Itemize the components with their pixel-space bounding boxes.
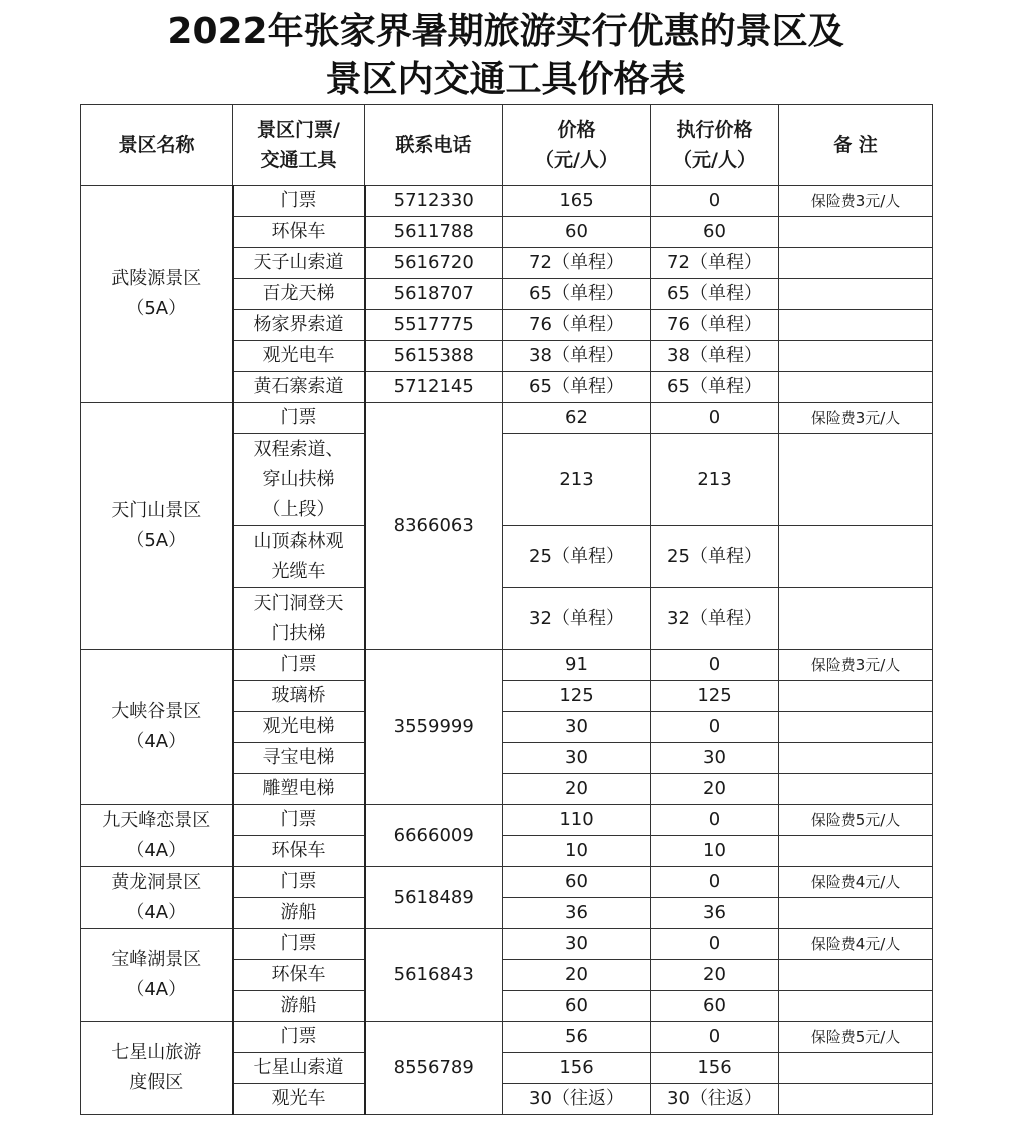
price-value: 20 — [503, 774, 651, 805]
note-value — [779, 341, 933, 372]
ticket-or-transport-line: 天子山索道 — [253, 252, 344, 273]
ticket-or-transport-line: 穿山扶梯 — [262, 468, 335, 490]
price-value: 65（单程） — [503, 372, 651, 403]
note-value — [779, 372, 933, 403]
ticket-or-transport-line: 双程索道、 — [253, 438, 344, 460]
header-exec-price-line: （元/人） — [673, 149, 756, 171]
ticket-or-transport-line: 杨家界索道 — [253, 314, 344, 335]
note-value — [779, 248, 933, 279]
contact-phone: 5618489 — [365, 867, 503, 929]
ticket-or-transport — [233, 248, 365, 279]
ticket-or-transport — [233, 341, 365, 372]
ticket-or-transport — [233, 650, 365, 681]
scenic-area-name-line: （4A） — [126, 731, 187, 752]
note-value: 保险费4元/人 — [779, 867, 933, 898]
note-value — [779, 217, 933, 248]
ticket-or-transport — [233, 434, 365, 526]
note-value — [779, 1053, 933, 1084]
ticket-or-transport — [233, 712, 365, 743]
ticket-or-transport — [233, 186, 365, 217]
ticket-or-transport-line: 山顶森林观 — [253, 530, 344, 552]
ticket-or-transport — [233, 526, 365, 588]
contact-phone: 8366063 — [365, 403, 503, 650]
note-value — [779, 1084, 933, 1115]
exec-price-value: 30（往返） — [651, 1084, 779, 1115]
ticket-or-transport — [233, 960, 365, 991]
exec-price-value: 0 — [651, 805, 779, 836]
scenic-area-name-line: 九天峰恋景区 — [102, 809, 211, 831]
scenic-area-name-line: （5A） — [126, 530, 187, 551]
ticket-or-transport-line: 门票 — [280, 190, 317, 211]
ticket-or-transport-line: 门扶梯 — [271, 622, 326, 644]
ticket-or-transport — [233, 310, 365, 341]
ticket-or-transport — [233, 898, 365, 929]
exec-price-value: 0 — [651, 929, 779, 960]
price-value: 36 — [503, 898, 651, 929]
header-row — [81, 105, 933, 186]
note-value: 保险费3元/人 — [779, 403, 933, 434]
ticket-or-transport — [233, 1053, 365, 1084]
ticket-or-transport-line: 玻璃桥 — [271, 685, 326, 706]
contact-phone: 5616843 — [365, 929, 503, 1022]
ticket-or-transport — [233, 991, 365, 1022]
price-value: 72（单程） — [503, 248, 651, 279]
price-value: 165 — [503, 186, 651, 217]
scenic-area-name — [81, 1022, 233, 1115]
header-exec-price-line: 执行价格 — [676, 119, 753, 141]
exec-price-value: 76（单程） — [651, 310, 779, 341]
price-table — [80, 104, 933, 1115]
note-value — [779, 526, 933, 588]
scenic-area-name — [81, 805, 233, 867]
price-value: 76（单程） — [503, 310, 651, 341]
exec-price-value: 65（单程） — [651, 279, 779, 310]
exec-price-value: 30 — [651, 743, 779, 774]
header-ticket-transport-line: 交通工具 — [260, 149, 337, 171]
ticket-or-transport-line: 观光电车 — [262, 345, 335, 366]
price-value: 60 — [503, 217, 651, 248]
exec-price-value: 20 — [651, 960, 779, 991]
exec-price-value: 213 — [651, 434, 779, 526]
note-value — [779, 588, 933, 650]
price-value: 60 — [503, 991, 651, 1022]
ticket-or-transport — [233, 836, 365, 867]
ticket-or-transport — [233, 805, 365, 836]
header-price-line: （元/人） — [535, 149, 618, 171]
table-row — [81, 186, 933, 217]
exec-price-value: 156 — [651, 1053, 779, 1084]
header-ticket-transport — [233, 105, 365, 186]
ticket-or-transport — [233, 403, 365, 434]
note-value — [779, 310, 933, 341]
price-value: 10 — [503, 836, 651, 867]
scenic-area-name-line: （4A） — [126, 979, 187, 1000]
note-value: 保险费3元/人 — [779, 650, 933, 681]
ticket-or-transport-line: 七星山索道 — [253, 1057, 344, 1078]
scenic-area-name — [81, 403, 233, 650]
ticket-or-transport-line: 游船 — [280, 902, 317, 923]
note-value — [779, 774, 933, 805]
note-value: 保险费3元/人 — [779, 186, 933, 217]
exec-price-value: 32（单程） — [651, 588, 779, 650]
note-value — [779, 434, 933, 526]
header-price-line: 价格 — [557, 119, 596, 141]
ticket-or-transport — [233, 1022, 365, 1053]
note-value — [779, 279, 933, 310]
contact-phone: 8556789 — [365, 1022, 503, 1115]
header-note-line: 备 注 — [833, 134, 878, 156]
price-value: 65（单程） — [503, 279, 651, 310]
price-value: 32（单程） — [503, 588, 651, 650]
price-value: 91 — [503, 650, 651, 681]
note-value — [779, 991, 933, 1022]
scenic-area-name-line: （4A） — [126, 901, 187, 923]
price-value: 30（往返） — [503, 1084, 651, 1115]
exec-price-value: 65（单程） — [651, 372, 779, 403]
exec-price-value: 0 — [651, 712, 779, 743]
header-ticket-transport-line: 景区门票/ — [257, 119, 340, 141]
scenic-area-name-line: 黄龙洞景区 — [111, 871, 202, 893]
note-value — [779, 960, 933, 991]
ticket-or-transport-line: 寻宝电梯 — [262, 747, 335, 768]
exec-price-value: 0 — [651, 1022, 779, 1053]
ticket-or-transport-line: （上段） — [262, 498, 335, 520]
price-value: 38（单程） — [503, 341, 651, 372]
exec-price-value: 125 — [651, 681, 779, 712]
table-row — [81, 1022, 933, 1053]
ticket-or-transport-line: 雕塑电梯 — [262, 778, 335, 799]
exec-price-value: 20 — [651, 774, 779, 805]
price-value: 125 — [503, 681, 651, 712]
price-value: 62 — [503, 403, 651, 434]
ticket-or-transport-line: 门票 — [280, 809, 317, 830]
ticket-or-transport — [233, 588, 365, 650]
header-exec-price — [651, 105, 779, 186]
note-value — [779, 712, 933, 743]
contact-phone: 5712145 — [365, 372, 503, 403]
price-value: 20 — [503, 960, 651, 991]
exec-price-value: 0 — [651, 867, 779, 898]
ticket-or-transport — [233, 929, 365, 960]
note-value: 保险费5元/人 — [779, 1022, 933, 1053]
ticket-or-transport-line: 门票 — [280, 407, 317, 428]
contact-phone: 5712330 — [365, 186, 503, 217]
note-value: 保险费4元/人 — [779, 929, 933, 960]
exec-price-value: 60 — [651, 991, 779, 1022]
scenic-area-name-line: 宝峰湖景区 — [111, 949, 202, 970]
ticket-or-transport-line: 黄石寨索道 — [253, 376, 344, 397]
contact-phone: 6666009 — [365, 805, 503, 867]
contact-phone: 5615388 — [365, 341, 503, 372]
scenic-area-name-line: 武陵源景区 — [111, 268, 202, 289]
table-row — [81, 929, 933, 960]
scenic-area-name — [81, 650, 233, 805]
ticket-or-transport-line: 光缆车 — [271, 560, 326, 582]
contact-phone: 5611788 — [365, 217, 503, 248]
price-value: 110 — [503, 805, 651, 836]
table-row — [81, 650, 933, 681]
ticket-or-transport-line: 观光车 — [271, 1088, 326, 1109]
note-value — [779, 898, 933, 929]
ticket-or-transport — [233, 743, 365, 774]
scenic-area-name-line: 度假区 — [129, 1072, 184, 1093]
table-row — [81, 805, 933, 836]
ticket-or-transport — [233, 774, 365, 805]
scenic-area-name-line: （5A） — [126, 298, 187, 319]
note-value — [779, 743, 933, 774]
note-value: 保险费5元/人 — [779, 805, 933, 836]
header-price — [503, 105, 651, 186]
ticket-or-transport-line: 门票 — [280, 654, 317, 675]
ticket-or-transport — [233, 372, 365, 403]
table-row — [81, 403, 933, 434]
exec-price-value: 0 — [651, 403, 779, 434]
scenic-area-name — [81, 867, 233, 929]
ticket-or-transport-line: 门票 — [280, 871, 317, 892]
scenic-area-name-line: 天门山景区 — [111, 500, 202, 521]
ticket-or-transport — [233, 867, 365, 898]
price-value: 60 — [503, 867, 651, 898]
exec-price-value: 0 — [651, 186, 779, 217]
contact-phone: 3559999 — [365, 650, 503, 805]
table-row — [81, 867, 933, 898]
exec-price-value: 36 — [651, 898, 779, 929]
header-note — [779, 105, 933, 186]
exec-price-value: 0 — [651, 650, 779, 681]
ticket-or-transport-line: 百龙天梯 — [262, 283, 335, 304]
header-phone-line: 联系电话 — [395, 134, 472, 156]
header-scenic-name-line: 景区名称 — [118, 134, 195, 156]
exec-price-value: 60 — [651, 217, 779, 248]
scenic-area-name-line: 大峡谷景区 — [111, 701, 202, 722]
ticket-or-transport — [233, 1084, 365, 1115]
contact-phone: 5616720 — [365, 248, 503, 279]
scenic-area-name-line: （4A） — [126, 839, 187, 861]
table-body — [81, 186, 933, 1115]
scenic-area-name-line: 七星山旅游 — [111, 1042, 202, 1063]
document-title-line-1: 2022年张家界暑期旅游实行优惠的景区及 — [167, 11, 844, 52]
scenic-area-name — [81, 929, 233, 1022]
price-value: 30 — [503, 712, 651, 743]
exec-price-value: 25（单程） — [651, 526, 779, 588]
ticket-or-transport — [233, 681, 365, 712]
note-value — [779, 836, 933, 867]
contact-phone: 5618707 — [365, 279, 503, 310]
note-value — [779, 681, 933, 712]
ticket-or-transport-line: 观光电梯 — [262, 716, 335, 737]
ticket-or-transport — [233, 217, 365, 248]
exec-price-value: 38（单程） — [651, 341, 779, 372]
ticket-or-transport-line: 环保车 — [271, 964, 326, 985]
ticket-or-transport-line: 游船 — [280, 995, 317, 1016]
header-phone — [365, 105, 503, 186]
header-scenic-name — [81, 105, 233, 186]
contact-phone: 5517775 — [365, 310, 503, 341]
exec-price-value: 72（单程） — [651, 248, 779, 279]
scenic-area-name — [81, 186, 233, 403]
price-value: 30 — [503, 743, 651, 774]
price-value: 56 — [503, 1022, 651, 1053]
ticket-or-transport — [233, 279, 365, 310]
ticket-or-transport-line: 门票 — [280, 933, 317, 954]
price-value: 213 — [503, 434, 651, 526]
price-value: 156 — [503, 1053, 651, 1084]
document-title-line-2: 景区内交通工具价格表 — [325, 59, 686, 100]
exec-price-value: 10 — [651, 836, 779, 867]
ticket-or-transport-line: 环保车 — [271, 221, 326, 242]
ticket-or-transport-line: 门票 — [280, 1026, 317, 1047]
price-value: 30 — [503, 929, 651, 960]
ticket-or-transport-line: 天门洞登天 — [253, 592, 344, 614]
ticket-or-transport-line: 环保车 — [271, 840, 326, 861]
price-value: 25（单程） — [503, 526, 651, 588]
